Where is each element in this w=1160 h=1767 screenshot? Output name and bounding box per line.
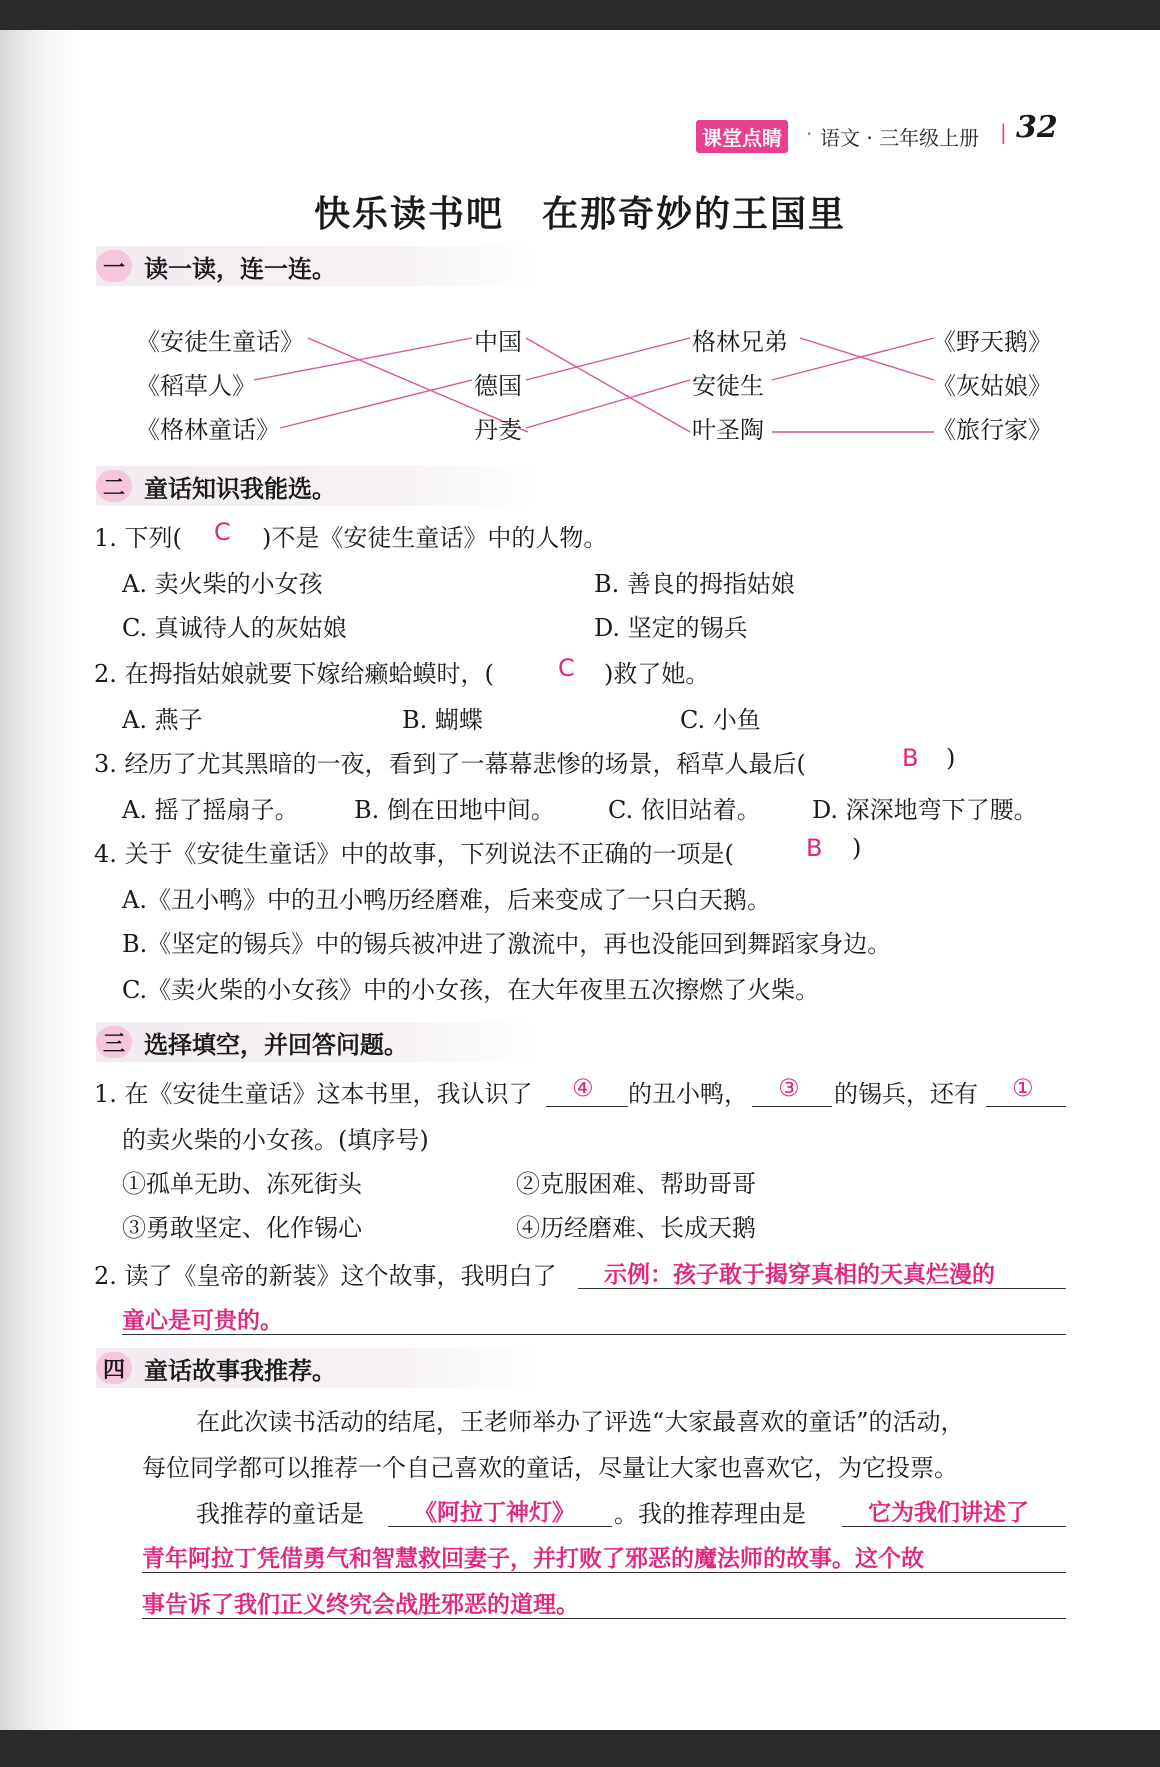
s2-q3-option-a: A. 摇了摇扇子。 — [122, 796, 299, 824]
answer-underline — [842, 1526, 1066, 1527]
match-line — [526, 380, 690, 428]
s3-q2-answer-line-1: 示例：孩子敢于揭穿真相的天真烂漫的 — [604, 1262, 995, 1288]
match-line — [526, 338, 690, 380]
header-subject: 语文 · 三年级上册 — [820, 126, 980, 150]
s2-q3-answer: B — [902, 744, 919, 772]
section-3-header — [96, 1022, 536, 1062]
answer-underline — [142, 1618, 1066, 1619]
match-story-3: 《旅行家》 — [932, 416, 1052, 444]
s2-q4-stem-b: ) — [852, 834, 862, 862]
s3-q1-option-4: ④历经磨难、长成天鹅 — [516, 1214, 756, 1242]
s4-recommended-book: 《阿拉丁神灯》 — [414, 1500, 575, 1526]
section-1-title: 读一读，连一连。 — [144, 254, 336, 283]
answer-underline — [388, 1526, 612, 1527]
s3-q1-option-2: ②克服困难、帮助哥哥 — [516, 1170, 756, 1198]
s4-reason-line-3: 事告诉了我们正义终究会战胜邪恶的道理。 — [142, 1592, 579, 1618]
s2-q3-stem-b: ) — [946, 744, 956, 772]
s2-q4-option-a: A.《丑小鸭》中的丑小鸭历经磨难，后来变成了一只白天鹅。 — [122, 886, 771, 914]
answer-underline — [122, 1334, 1066, 1335]
section-4-number: 四 — [96, 1352, 132, 1384]
answer-underline — [578, 1288, 1066, 1289]
s3-q1-option-3: ③勇敢坚定、化作锡心 — [122, 1214, 362, 1242]
s2-q3-option-c: C. 依旧站着。 — [608, 796, 761, 824]
match-country-2: 德国 — [474, 372, 522, 400]
match-author-1: 格林兄弟 — [692, 328, 788, 356]
blank-underline — [986, 1106, 1066, 1107]
s2-q2-stem-a: 2. 在拇指姑娘就要下嫁给癞蛤蟆时，( — [94, 660, 494, 688]
match-book-3: 《格林童话》 — [136, 416, 280, 444]
s3-q2-stem: 2. 读了《皇帝的新装》这个故事，我明白了 — [94, 1262, 557, 1290]
s2-q1-option-d: D. 坚定的锡兵 — [594, 614, 748, 642]
section-4-title: 童话故事我推荐。 — [144, 1356, 336, 1385]
s3-q1-answer-3: ① — [1012, 1074, 1034, 1102]
s4-paragraph-1-line-2: 每位同学都可以推荐一个自己喜欢的童话，尽量让大家也喜欢它，为它投票。 — [142, 1454, 958, 1482]
header-tag: 课堂点睛 — [696, 120, 788, 153]
s3-q1-stem-b: 的丑小鸭， — [628, 1080, 748, 1108]
s2-q3-option-d: D. 深深地弯下了腰。 — [812, 796, 1038, 824]
blank-underline — [752, 1106, 832, 1107]
match-author-2: 安徒生 — [692, 372, 764, 400]
match-line — [280, 380, 472, 428]
answer-underline — [142, 1572, 1066, 1573]
s2-q2-option-b: B. 蝴蝶 — [402, 706, 483, 734]
s2-q2-option-a: A. 燕子 — [122, 706, 203, 734]
section-2-title: 童话知识我能选。 — [144, 474, 336, 503]
match-line — [772, 338, 934, 380]
s3-q1-answer-2: ③ — [778, 1074, 800, 1102]
s4-paragraph-1-line-1: 在此次读书活动的结尾，王老师举办了评选“大家最喜欢的童话”的活动， — [196, 1408, 965, 1436]
s2-q3-stem-a: 3. 经历了尤其黑暗的一夜，看到了一幕幕悲惨的场景，稻草人最后( — [94, 750, 806, 778]
header-dot: · — [806, 122, 813, 146]
s2-q4-stem-a: 4. 关于《安徒生童话》中的故事，下列说法不正确的一项是( — [94, 840, 734, 868]
s2-q1-stem-b: )不是《安徒生童话》中的人物。 — [262, 524, 608, 552]
s2-q1-answer: C — [214, 518, 231, 546]
s4-recommend-label: 我推荐的童话是 — [196, 1500, 364, 1528]
match-story-1: 《野天鹅》 — [932, 328, 1052, 356]
section-2-number: 二 — [96, 470, 132, 502]
s3-q1-answer-1: ④ — [572, 1074, 594, 1102]
s3-q2-answer-line-2: 童心是可贵的。 — [122, 1308, 283, 1334]
s2-q4-option-b: B.《坚定的锡兵》中的锡兵被冲进了激流中，再也没能回到舞蹈家身边。 — [122, 930, 892, 958]
section-2-header — [96, 466, 536, 506]
match-line — [526, 338, 690, 432]
s4-reason-line-2: 青年阿拉丁凭借勇气和智慧救回妻子，并打败了邪恶的魔法师的故事。这个故 — [142, 1546, 924, 1572]
page-number: 32 — [1016, 110, 1058, 145]
s3-q1-stem-d: 的卖火柴的小女孩。(填序号) — [122, 1126, 429, 1154]
section-3-title: 选择填空，并回答问题。 — [144, 1030, 408, 1059]
section-4-header — [96, 1348, 536, 1388]
s3-q1-option-1: ①孤单无助、冻死街头 — [122, 1170, 362, 1198]
s2-q1-option-c: C. 真诚待人的灰姑娘 — [122, 614, 347, 642]
match-line — [800, 338, 934, 380]
s3-q1-stem-a: 1. 在《安徒生童话》这本书里，我认识了 — [94, 1080, 533, 1108]
workbook-page — [0, 30, 1160, 1730]
page-title: 快乐读书吧 在那奇妙的王国里 — [313, 194, 846, 235]
s2-q1-stem-a: 1. 下列( — [94, 524, 182, 552]
s2-q1-option-b: B. 善良的拇指姑娘 — [594, 570, 795, 598]
s2-q1-option-a: A. 卖火柴的小女孩 — [122, 570, 323, 598]
s2-q3-option-b: B. 倒在田地中间。 — [354, 796, 555, 824]
s4-reason-label: 。我的推荐理由是 — [614, 1500, 806, 1528]
header-separator: | — [1000, 120, 1007, 144]
match-country-1: 中国 — [474, 328, 522, 356]
s2-q4-answer: B — [806, 834, 823, 862]
s3-q1-stem-c: 的锡兵，还有 — [834, 1080, 978, 1108]
match-book-2: 《稻草人》 — [136, 372, 256, 400]
s2-q2-option-c: C. 小鱼 — [680, 706, 761, 734]
s2-q4-option-c: C.《卖火柴的小女孩》中的小女孩，在大年夜里五次擦燃了火柴。 — [122, 976, 820, 1004]
s2-q2-stem-b: )救了她。 — [604, 660, 710, 688]
match-country-3: 丹麦 — [474, 416, 522, 444]
blank-underline — [546, 1106, 628, 1107]
match-author-3: 叶圣陶 — [692, 416, 764, 444]
s2-q2-answer: C — [558, 654, 575, 682]
section-1-number: 一 — [96, 250, 132, 282]
match-book-1: 《安徒生童话》 — [136, 328, 304, 356]
match-story-2: 《灰姑娘》 — [932, 372, 1052, 400]
s4-reason-line-1: 它为我们讲述了 — [868, 1500, 1029, 1526]
section-3-number: 三 — [96, 1026, 132, 1058]
